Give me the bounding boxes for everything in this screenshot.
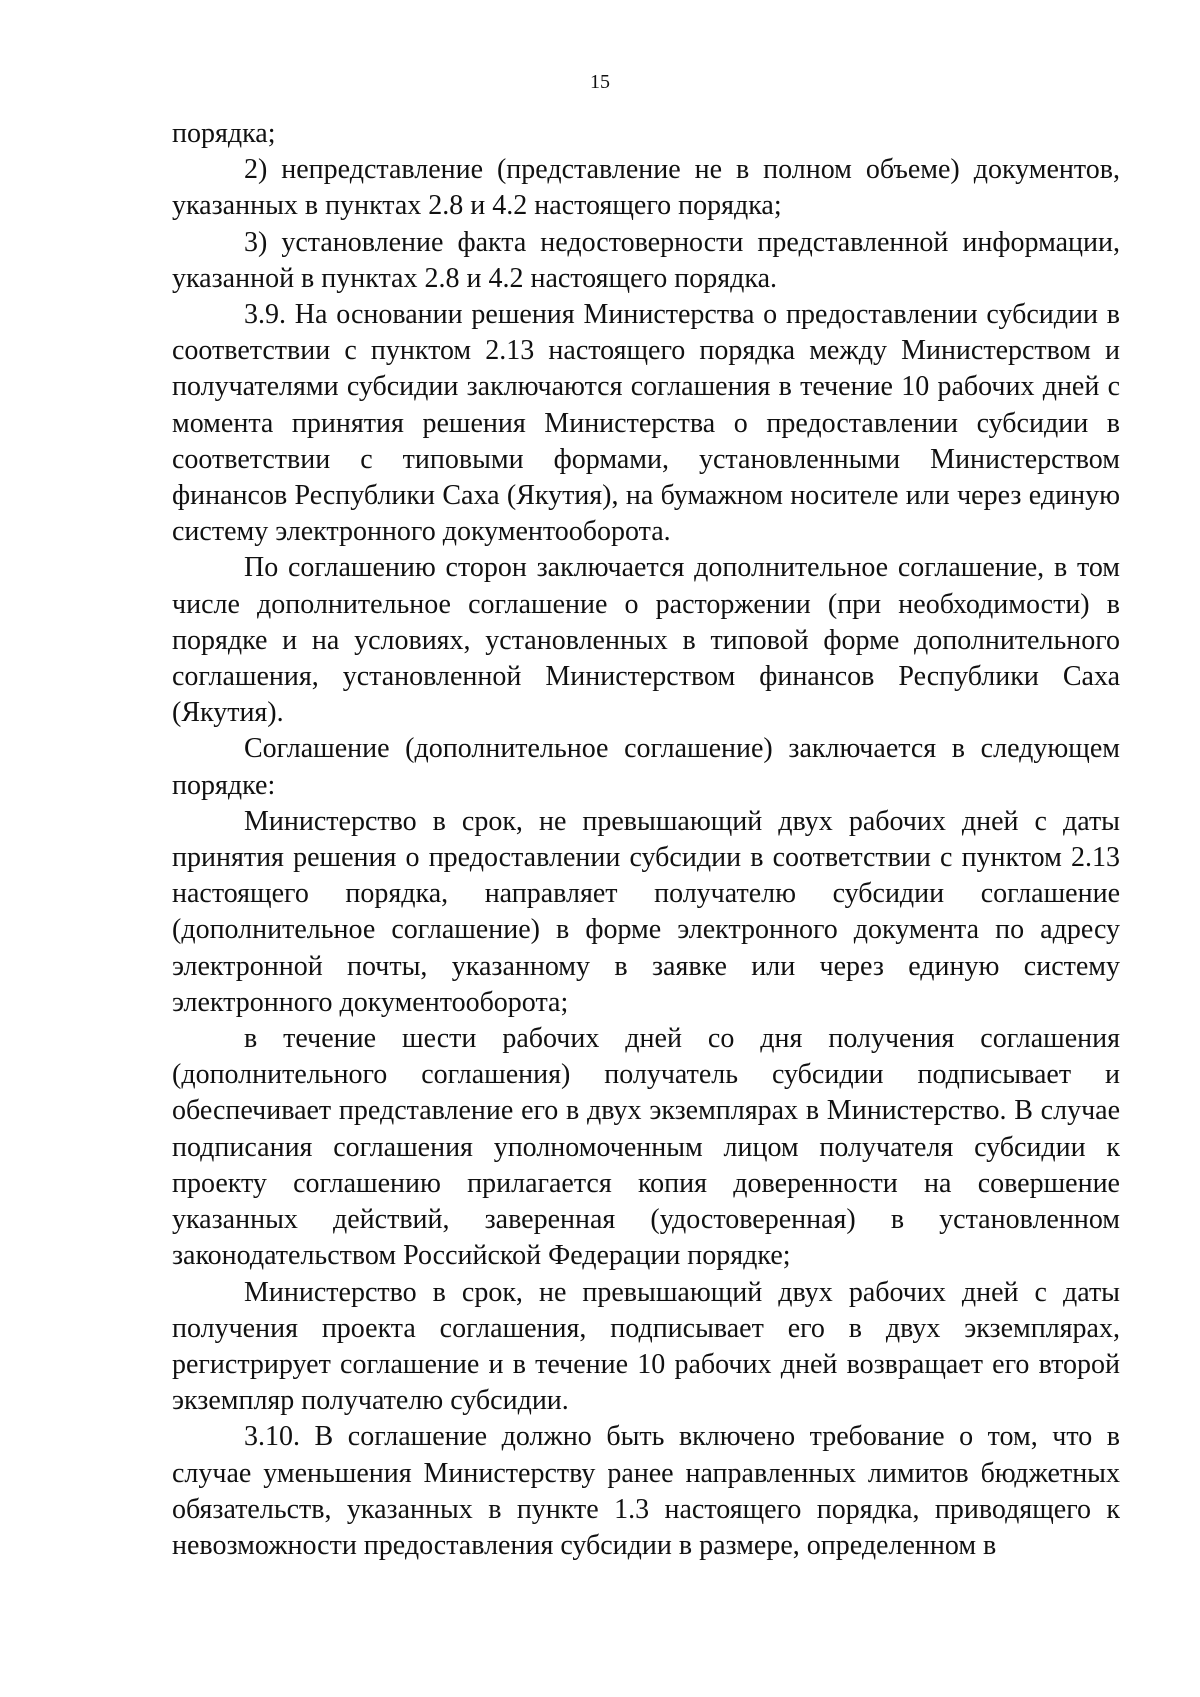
- paragraph-additional-agreement: По соглашению сторон заключается дополнительное соглашение, в том числе дополнительное соглашение о расторжении (при необходимости) в порядке и на условиях, установленных в типовой форме дополнительного соглашения, установленной Министерством финансов Республики Саха (Якутия).: [172, 552, 1120, 729]
- paragraph-item-2: 2) непредставление (представление не в полном объеме) документов, указанных в пунктах 2.8 и 4.2 настоящего порядка;: [172, 154, 1120, 222]
- paragraph-3-9: 3.9. На основании решения Министерства о предоставлении субсидии в соответствии с пунктом 2.13 настоящего порядка между Министерством и получателями субсидии заключаются соглашения в течение 10 рабочих дней с момента принятия решения Министерства о предоставлении субсидии в соответствии с типовыми формами, установленными Министерством финансов Республики Саха (Якутия), на бумажном носителе или через единую систему электронного документооборота.: [172, 299, 1120, 548]
- paragraph-agreement-order: Соглашение (дополнительное соглашение) заключается в следующем порядке:: [172, 733, 1120, 801]
- paragraph-item-3: 3) установление факта недостоверности представленной информации, указанной в пунктах 2.8 и 4.2 настоящего порядка.: [172, 226, 1120, 294]
- paragraph-continuation: порядка;: [172, 118, 276, 149]
- paragraph-3-10: 3.10. В соглашение должно быть включено требование о том, что в случае уменьшения Министерству ранее направленных лимитов бюджетных обязательств, указанных в пункте 1.3 настоящего порядка, приводящего к невозможности предоставления субсидии в размере, определенном в: [172, 1421, 1120, 1561]
- document-body: [172, 116, 1120, 1564]
- paragraph-ministry-sends: Министерство в срок, не превышающий двух рабочих дней с даты принятия решения о предоставлении субсидии в соответствии с пунктом 2.13 настоящего порядка, направляет получателю субсидии соглашение (дополнительное соглашение) в форме электронного документа по адресу электронной почты, указанному в заявке или через единую систему электронного документооборота;: [172, 805, 1120, 1018]
- paragraph-recipient-signs: в течение шести рабочих дней со дня получения соглашения (дополнительного соглашения) получатель субсидии подписывает и обеспечивает представление его в двух экземплярах в Министерство. В случае подписания соглашения уполномоченным лицом получателя субсидии к проекту соглашению прилагается копия доверенности на совершение указанных действий, заверенная (удостоверенная) в установленном законодательством Российской Федерации порядке;: [172, 1023, 1120, 1272]
- paragraph-ministry-registers: Министерство в срок, не превышающий двух рабочих дней с даты получения проекта соглашения, подписывает его в двух экземплярах, регистрирует соглашение и в течение 10 рабочих дней возвращает его второй экземпляр получателю субсидии.: [172, 1276, 1120, 1417]
- page-number: 15: [590, 71, 610, 93]
